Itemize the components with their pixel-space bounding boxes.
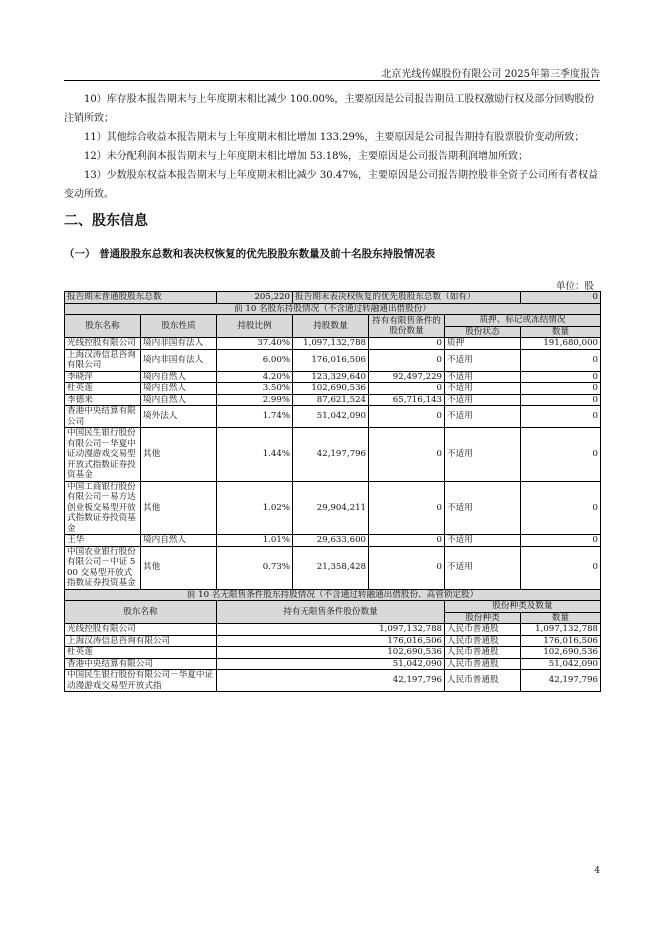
table-row xyxy=(65,349,601,371)
holder-ratio: 1.44% xyxy=(217,428,293,482)
u-holder-type: 人民币普通股 xyxy=(445,658,521,670)
page-number: 4 xyxy=(594,866,600,876)
holder-nature: 境内非国有法人 xyxy=(141,338,217,350)
header-divider xyxy=(64,80,600,81)
holder-name: 中国工商银行股份有限公司－易方达创业板交易型开放式指数证券投资基金 xyxy=(65,481,141,535)
table-row xyxy=(65,624,601,636)
table-row xyxy=(65,481,601,535)
note-11: 11）其他综合收益本报告期末与上年度期末相比增加 133.29%，主要原因是公司报告期持有股票股价变动所致； xyxy=(84,132,585,143)
holder-qty: 21,358,428 xyxy=(293,546,369,589)
table-row xyxy=(65,535,601,547)
col-header-status: 股份状态 xyxy=(445,326,521,338)
u-col-header-name: 股东名称 xyxy=(65,601,217,624)
holder-restricted: 0 xyxy=(369,406,445,428)
col-header-pledge: 质押、标记或冻结情况 xyxy=(445,315,601,327)
holder-name: 中国民生银行股份有限公司－华夏中证动漫游戏交易型开放式指数证券投资基金 xyxy=(65,428,141,482)
unrestricted-header-row xyxy=(65,601,601,613)
table-row xyxy=(65,647,601,659)
col-header-amount: 数量 xyxy=(521,326,601,338)
table-row xyxy=(65,635,601,647)
holder-restricted: 65,716,143 xyxy=(369,394,445,406)
holder-name: 杜英莲 xyxy=(65,383,141,395)
u-holder-qty: 42,197,796 xyxy=(217,670,445,692)
holder-amount: 0 xyxy=(521,383,601,395)
holder-amount: 0 xyxy=(521,535,601,547)
col-header-restricted: 持有有限售条件的股份数量 xyxy=(369,315,445,338)
holder-qty: 102,690,536 xyxy=(293,383,369,395)
u-holder-amount: 1,097,132,788 xyxy=(521,624,601,636)
table-row xyxy=(65,658,601,670)
table-row xyxy=(65,670,601,692)
u-holder-type: 人民币普通股 xyxy=(445,635,521,647)
u-holder-name: 上海汉涛信息咨询有限公司 xyxy=(65,635,217,647)
holder-amount: 0 xyxy=(521,371,601,383)
u-holder-amount: 102,690,536 xyxy=(521,647,601,659)
holder-ratio: 6.00% xyxy=(217,349,293,371)
u-holder-name: 光线控股有限公司 xyxy=(65,624,217,636)
holder-restricted: 92,497,229 xyxy=(369,371,445,383)
u-holder-type: 人民币普通股 xyxy=(445,624,521,636)
top10-title: 前 10 名股东持股情况（不含通过转融通出借股份） xyxy=(65,303,601,315)
col-header-ratio: 持股比例 xyxy=(217,315,293,338)
holder-nature: 境内自然人 xyxy=(141,535,217,547)
holder-restricted: 0 xyxy=(369,481,445,535)
holder-restricted: 0 xyxy=(369,338,445,350)
holder-nature: 其他 xyxy=(141,546,217,589)
u-holder-qty: 1,097,132,788 xyxy=(217,624,445,636)
holder-restricted: 0 xyxy=(369,546,445,589)
holder-status: 不适用 xyxy=(445,371,521,383)
u-holder-amount: 176,016,506 xyxy=(521,635,601,647)
holder-name: 李德来 xyxy=(65,394,141,406)
holder-ratio: 1.02% xyxy=(217,481,293,535)
holder-nature: 境内自然人 xyxy=(141,383,217,395)
holder-amount: 0 xyxy=(521,546,601,589)
top10-title-row xyxy=(65,303,601,315)
u-col-header-amount: 数量 xyxy=(521,612,601,624)
holder-qty: 123,329,640 xyxy=(293,371,369,383)
holder-amount: 0 xyxy=(521,481,601,535)
u-holder-type: 人民币普通股 xyxy=(445,647,521,659)
u-col-header-type: 股份种类 xyxy=(445,612,521,624)
common-holders-label: 报告期末普通股股东总数 xyxy=(65,292,217,304)
table-row xyxy=(65,428,601,482)
table-row xyxy=(65,394,601,406)
holder-amount: 0 xyxy=(521,406,601,428)
holder-amount: 0 xyxy=(521,428,601,482)
u-holder-qty: 102,690,536 xyxy=(217,647,445,659)
holder-ratio: 4.20% xyxy=(217,371,293,383)
holder-restricted: 0 xyxy=(369,349,445,371)
u-holder-qty: 176,016,506 xyxy=(217,635,445,647)
holder-name: 王华 xyxy=(65,535,141,547)
col-header-name: 股东名称 xyxy=(65,315,141,338)
table-row xyxy=(65,338,601,350)
holder-ratio: 1.01% xyxy=(217,535,293,547)
holder-amount: 0 xyxy=(521,394,601,406)
table-row xyxy=(65,371,601,383)
holder-nature: 其他 xyxy=(141,481,217,535)
unrestricted-title: 前 10 名无限售条件股东持股情况（不含通过转融通出借股份、高管锁定股） xyxy=(65,589,601,601)
table-row xyxy=(65,383,601,395)
holder-nature: 其他 xyxy=(141,428,217,482)
pref-holders-label: 报告期末表决权恢复的优先股股东总数（如有） xyxy=(293,292,521,304)
u-holder-type: 人民币普通股 xyxy=(445,670,521,692)
holder-status: 质押 xyxy=(445,338,521,350)
page-header: 北京光线传媒股份有限公司 2025年第三季度报告 xyxy=(381,69,600,80)
holder-amount: 191,680,000 xyxy=(521,338,601,350)
u-holder-name: 杜英莲 xyxy=(65,647,217,659)
u-holder-name: 中国民生银行股份有限公司－华夏中证动漫游戏交易型开放式指 xyxy=(65,670,217,692)
holder-qty: 87,621,524 xyxy=(293,394,369,406)
holder-ratio: 3.50% xyxy=(217,383,293,395)
holder-status: 不适用 xyxy=(445,546,521,589)
holder-name: 上海汉涛信息咨询有限公司 xyxy=(65,349,141,371)
u-col-header-type-group: 股份种类及数量 xyxy=(445,601,601,613)
holder-status: 不适用 xyxy=(445,394,521,406)
u-holder-amount: 51,042,090 xyxy=(521,658,601,670)
holder-nature: 境内自然人 xyxy=(141,371,217,383)
holder-status: 不适用 xyxy=(445,383,521,395)
holder-qty: 51,042,090 xyxy=(293,406,369,428)
unrestricted-title-row xyxy=(65,589,601,601)
holder-name: 香港中央结算有限公司 xyxy=(65,406,141,428)
section-title: 二、股东信息 xyxy=(64,213,148,229)
summary-row xyxy=(65,292,601,304)
holder-status: 不适用 xyxy=(445,535,521,547)
u-holder-name: 香港中央结算有限公司 xyxy=(65,658,217,670)
holder-status: 不适用 xyxy=(445,428,521,482)
shareholder-table xyxy=(64,291,601,692)
holder-amount: 0 xyxy=(521,349,601,371)
u-col-header-qty: 持有无限售条件股份数量 xyxy=(217,601,445,624)
holder-qty: 176,016,506 xyxy=(293,349,369,371)
note-12: 12）未分配利润本报告期末与上年度期末相比增加 53.18%，主要原因是公司报告期利润增加所致； xyxy=(84,151,529,162)
subsection-title: （一） 普通股股东总数和表决权恢复的优先股股东数量及前十名股东持股情况表 xyxy=(64,248,436,260)
holder-qty: 42,197,796 xyxy=(293,428,369,482)
holder-nature: 境内非国有法人 xyxy=(141,349,217,371)
holder-restricted: 0 xyxy=(369,383,445,395)
note-10: 10）库存股本报告期末与上年度期末相比减少 100.00%，主要原因是公司报告期员工股权激励行权及部分回购股份注销所致； xyxy=(64,94,595,124)
holder-status: 不适用 xyxy=(445,406,521,428)
table-row xyxy=(65,546,601,589)
u-holder-qty: 51,042,090 xyxy=(217,658,445,670)
holder-qty: 1,097,132,788 xyxy=(293,338,369,350)
col-header-qty: 持股数量 xyxy=(293,315,369,338)
common-holders-value: 205,220 xyxy=(217,292,293,304)
holder-nature: 境内自然人 xyxy=(141,394,217,406)
table-row xyxy=(65,406,601,428)
holder-ratio: 2.99% xyxy=(217,394,293,406)
holder-status: 不适用 xyxy=(445,349,521,371)
holder-qty: 29,904,211 xyxy=(293,481,369,535)
holder-name: 李晓萍 xyxy=(65,371,141,383)
holder-restricted: 0 xyxy=(369,535,445,547)
pref-holders-value: 0 xyxy=(521,292,601,304)
holder-status: 不适用 xyxy=(445,481,521,535)
unit-label: 单位：股 xyxy=(555,281,594,292)
holder-ratio: 1.74% xyxy=(217,406,293,428)
holder-restricted: 0 xyxy=(369,428,445,482)
holder-nature: 境外法人 xyxy=(141,406,217,428)
holder-ratio: 0.73% xyxy=(217,546,293,589)
holder-name: 光线控股有限公司 xyxy=(65,338,141,350)
holder-ratio: 37.40% xyxy=(217,338,293,350)
holder-name: 中国农业银行股份有限公司－中证 500 交易型开放式指数证券投资基金 xyxy=(65,546,141,589)
top10-header-row xyxy=(65,315,601,327)
col-header-nature: 股东性质 xyxy=(141,315,217,338)
note-13: 13）少数股东权益本报告期末与上年度期末相比减少 30.47%，主要原因是公司报告期控股非全资子公司所有者权益变动所致。 xyxy=(64,170,599,200)
u-holder-amount: 42,197,796 xyxy=(521,670,601,692)
holder-qty: 29,633,600 xyxy=(293,535,369,547)
